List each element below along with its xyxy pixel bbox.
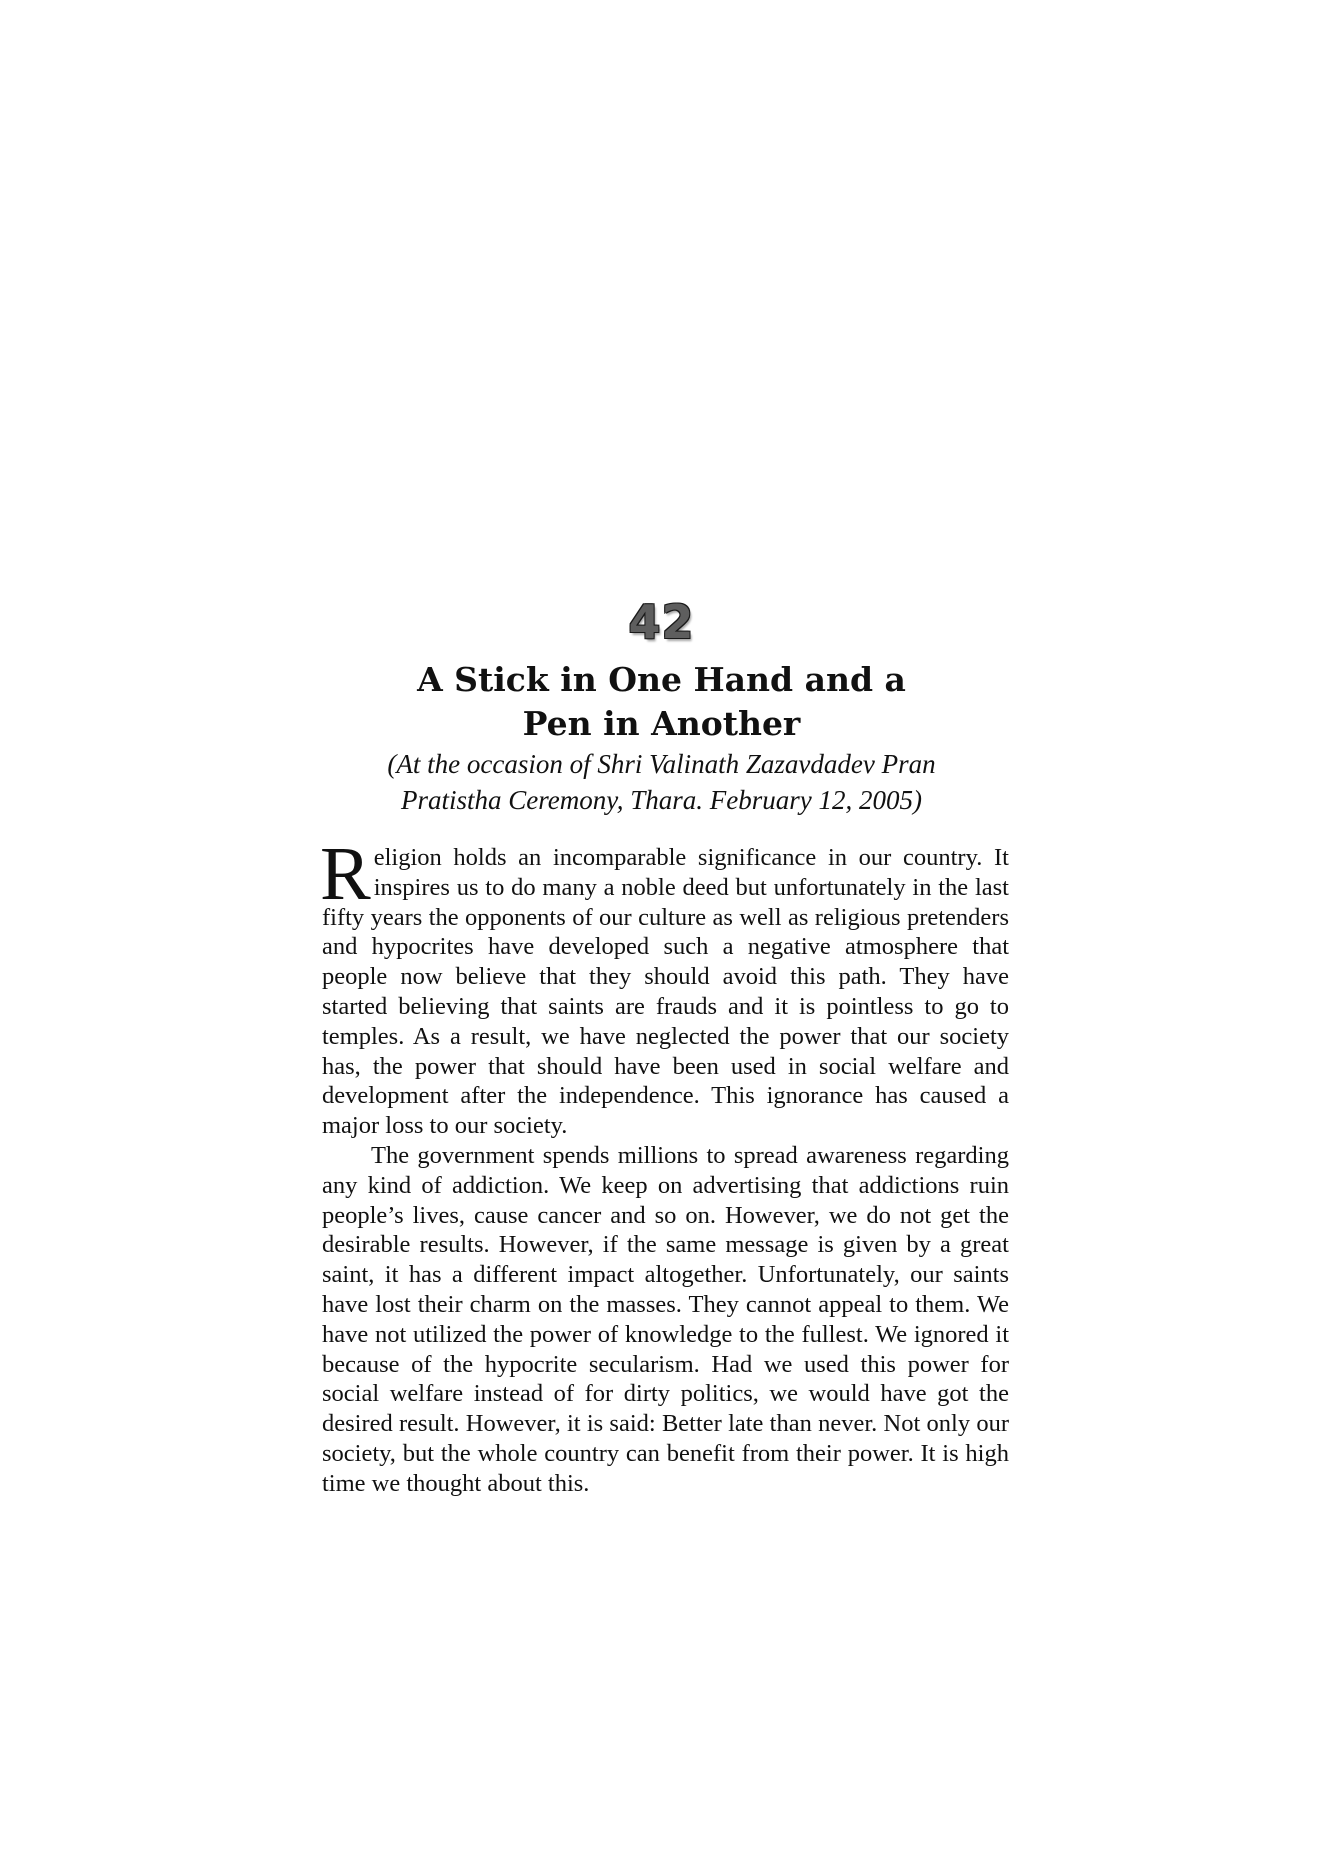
- paragraph-1: [320, 832, 1009, 1141]
- chapter-subtitle-line-1: (At the occasion of Shri Valinath Zazavdadev Pran: [387, 749, 936, 779]
- chapter-number: 42: [628, 595, 695, 649]
- chapter-subtitle-line-2: Pratistha Ceremony, Thara. February 12, 2005): [401, 785, 922, 815]
- paragraph-1-text: eligion holds an incomparable significance in our country. It inspires us to do many a noble deed but unfortunately in the last fifty years the opponents of our culture as well as religious pretenders and hypocrites have developed such a negative atmosphere that people now believe that they should avoid this path. They have started believing that saints are frauds and it is pointless to go to temples. As a result, we have neglected the power that our society has, the power that should have been used in social welfare and development after the independence. This ignorance has caused a major loss to our society.: [322, 844, 1009, 1140]
- paragraph-2: The government spends millions to spread awareness regarding any kind of addiction. We keep on advertising that addictions ruin people’s lives, cause cancer and so on. However, we do not get the desirable results. However, if the same message is given by a great saint, it has a different impact altogether. Unfortunately, our saints have lost their charm on the masses. They cannot appeal to them. We have not utilized the power of knowledge to the fullest. We ignored it because of the hypocrite secularism. Had we used this power for social welfare instead of for dirty politics, we would have got the desired result. However, it is said: Better late than never. Not only our society, but the whole country can benefit from their power. It is high time we thought about this.: [322, 1141, 1009, 1497]
- chapter-title-line-1: A Stick in One Hand and a: [417, 660, 906, 699]
- body-text: [320, 832, 1009, 1499]
- drop-cap: R: [320, 832, 371, 916]
- chapter-title: [0, 658, 1323, 746]
- chapter-title-line-2: Pen in Another: [522, 704, 801, 743]
- chapter-subtitle: [0, 746, 1323, 818]
